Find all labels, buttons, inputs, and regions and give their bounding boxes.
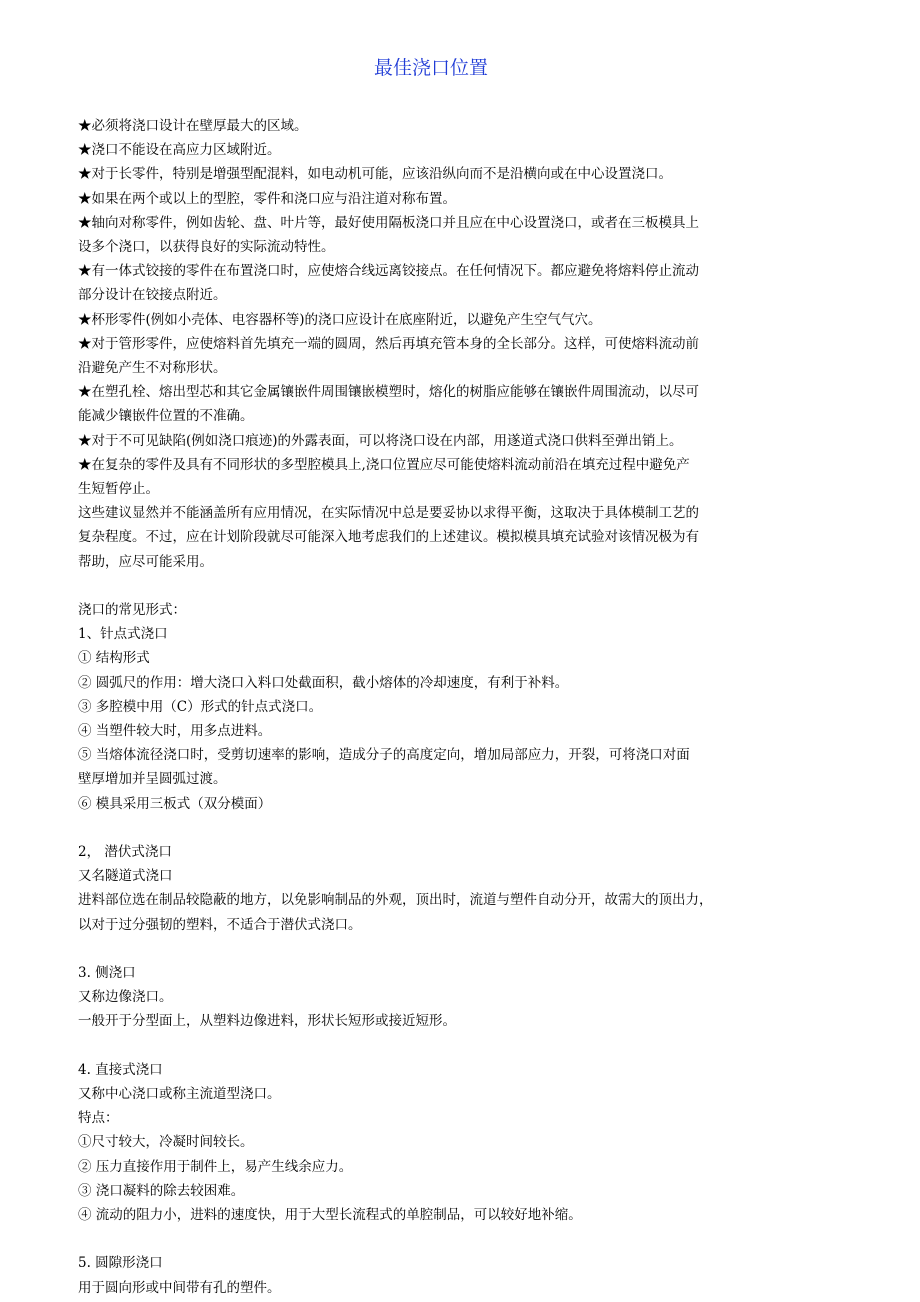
rule-line: ★如果在两个或以上的型腔，零件和浇口应与沿注道对称布置。 (78, 190, 456, 207)
subsection-heading: 4. 直接式浇口 (78, 1061, 163, 1078)
list-item: 壁厚增加并呈圆弧过渡。 (78, 771, 227, 788)
list-item: ⑤ 当熔体流径浇口时，受剪切速率的影响，造成分子的高度定向，增加局部应力，开裂，可将浇口对面 (78, 747, 690, 764)
paragraph-line: 复杂程度。不过，应在计划阶段就尽可能深入地考虑我们的上述建议。模拟模具填充试验对该情况极为有 (78, 529, 699, 546)
list-item: ③ 浇口凝料的除去较困难。 (78, 1182, 245, 1199)
rule-line: 生短暂停止。 (78, 481, 159, 498)
list-item: ⑥ 模具采用三板式（双分模面） (78, 795, 272, 812)
spacer (78, 816, 784, 840)
spacer (78, 937, 784, 961)
section-heading: 浇口的常见形式： (78, 602, 186, 619)
rule-line: 沿避免产生不对称形状。 (78, 360, 227, 377)
rule-line: ★对于不可见缺陷(例如浇口痕迹)的外露表面，可以将浇口设在内部，用遂道式浇口供料至弹出销上。 (78, 432, 683, 449)
paragraph-line: 帮助，应尽可能采用。 (78, 553, 213, 570)
submarine-gate-section (78, 840, 784, 937)
subsection-heading: 5. 圆隙形浇口 (78, 1255, 163, 1272)
gate-rules-section (78, 114, 784, 574)
paragraph-line: 特点： (78, 1110, 119, 1127)
paragraph-line: 这些建议显然并不能涵盖所有应用情况，在实际情况中总是要妥协以求得平衡，这取决于具体模制工艺的 (78, 505, 699, 522)
paragraph-line: 又名隧道式浇口 (78, 868, 173, 885)
rule-line: ★轴向对称零件，例如齿轮、盘、叶片等，最好使用隔板浇口并且应在中心设置浇口，或者在三板模具上 (78, 214, 699, 231)
list-item: ③ 多腔模中用（C）形式的针点式浇口。 (78, 698, 323, 715)
subsection-heading: 2， 潜伏式浇口 (78, 844, 172, 861)
list-item: ①尺寸较大，冷凝时间较长。 (78, 1134, 254, 1151)
direct-gate-section (78, 1058, 784, 1227)
list-item: ④ 当塑件较大时，用多点进料。 (78, 723, 272, 740)
paragraph-line: 一般开于分型面上，从塑料边像进料，形状长短形或接近短形。 (78, 1013, 456, 1030)
rule-line: 能减少镶嵌件位置的不准确。 (78, 408, 254, 425)
paragraph-line: 又称边像浇口。 (78, 989, 173, 1006)
subsection-heading: 3. 侧浇口 (78, 965, 136, 982)
ring-gate-section (78, 1251, 784, 1299)
rule-line: 部分设计在铰接点附近。 (78, 287, 227, 304)
list-item: ② 压力直接作用于制件上，易产生线余应力。 (78, 1158, 353, 1175)
rule-line: ★杯形零件(例如小壳体、电容器杯等)的浇口应设计在底座附近，以避免产生空气气穴。 (78, 311, 602, 328)
paragraph-line: 以对于过分强韧的塑料，不适合于潜伏式浇口。 (78, 916, 362, 933)
rule-line: ★在复杂的零件及具有不同形状的多型腔模具上,浇口位置应尽可能使熔料流动前沿在填充过程中避免产 (78, 456, 690, 473)
page-title: 最佳浇口位置 (373, 57, 488, 79)
list-item: ② 圆弧尺的作用：增大浇口入料口处截面积，截小熔体的冷却速度，有利于补料。 (78, 674, 569, 691)
paragraph-line: 进料部位选在制品较隐蔽的地方，以免影响制品的外观，顶出时，流道与塑件自动分开，故需大的顶出力， (78, 892, 713, 909)
rule-line: 设多个浇口，以获得良好的实际流动特性。 (78, 239, 335, 256)
rule-line: ★对于长零件，特别是增强型配混料，如电动机可能，应该沿纵向而不是沿横向或在中心设置浇口。 (78, 166, 672, 183)
spacer (78, 574, 784, 598)
side-gate-section (78, 961, 784, 1034)
subsection-heading: 1、针点式浇口 (78, 626, 168, 643)
list-item: ① 结构形式 (78, 650, 150, 667)
document-page (78, 52, 784, 1300)
paragraph-line: 用于圆向形或中间带有孔的塑件。 (78, 1279, 281, 1296)
rule-line: ★对于管形零件，应使熔料首先填充一端的圆周，然后再填充管本身的全长部分。这样，可使熔料流动前 (78, 335, 699, 352)
rule-line: ★在塑孔栓、熔出型芯和其它金属镶嵌件周围镶嵌模塑时，熔化的树脂应能够在镶嵌件周围流动，以尽可 (78, 384, 699, 401)
rule-line: ★有一体式铰接的零件在布置浇口时，应使熔合线远离铰接点。在任何情况下。都应避免将熔料停止流动 (78, 263, 699, 280)
rule-line: ★浇口不能设在高应力区域附近。 (78, 142, 281, 159)
spacer (78, 1227, 784, 1251)
rule-line: ★必须将浇口设计在壁厚最大的区域。 (78, 118, 308, 134)
spacer (78, 1034, 784, 1058)
list-item: ④ 流动的阻力小，进料的速度快，用于大型长流程式的单腔制品，可以较好地补缩。 (78, 1207, 582, 1224)
paragraph-line: 又称中心浇口或称主流道型浇口。 (78, 1086, 281, 1103)
forms-section (78, 598, 784, 816)
